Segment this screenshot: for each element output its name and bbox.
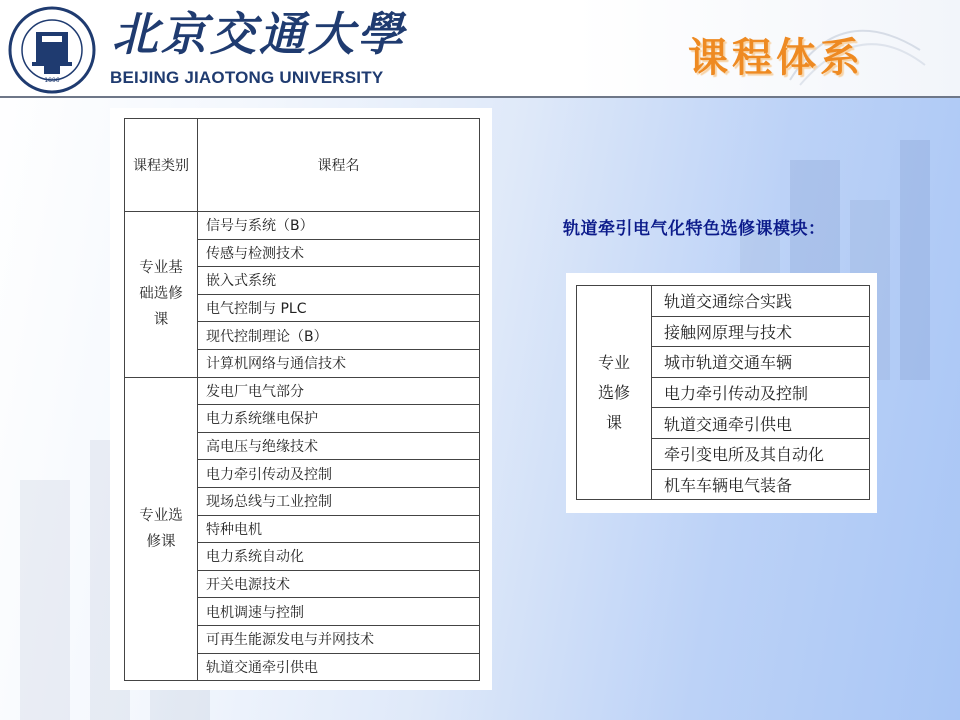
svg-text:1896: 1896 [44,77,60,84]
course-cell: 机车车辆电气装备 [652,469,870,500]
course-cell: 电力系统继电保护 [198,405,480,433]
course-cell: 接触网原理与技术 [652,316,870,347]
slide-header [0,0,960,96]
category-cell: 专业基 础选修 课 [125,212,198,378]
course-cell: 电力牵引传动及控制 [198,460,480,488]
course-cell: 特种电机 [198,515,480,543]
course-system-table [124,118,480,681]
course-cell: 嵌入式系统 [198,267,480,295]
header-divider [0,96,960,98]
category-cell: 专业选 修课 [125,377,198,681]
university-logo-english: BEIJING JIAOTONG UNIVERSITY [110,68,384,87]
module-course-table [576,285,870,500]
course-cell: 电力系统自动化 [198,543,480,571]
category-cell: 专业 选修 课 [577,286,652,500]
university-seal-icon [8,6,96,94]
course-cell: 城市轨道交通车辆 [652,347,870,378]
course-cell: 轨道交通牵引供电 [198,653,480,681]
header-course: 课程名 [198,119,480,212]
course-cell: 开关电源技术 [198,570,480,598]
course-cell: 牵引变电所及其自动化 [652,438,870,469]
course-cell: 电机调速与控制 [198,598,480,626]
module-title: 轨道牵引电气化特色选修课模块： [563,219,826,239]
course-cell: 高电压与绝缘技术 [198,432,480,460]
course-cell: 传感与检测技术 [198,239,480,267]
course-cell: 发电厂电气部分 [198,377,480,405]
course-cell: 电气控制与 PLC [198,294,480,322]
header-category: 课程类别 [125,119,198,212]
course-cell: 现代控制理论（B） [198,322,480,350]
course-cell: 计算机网络与通信技术 [198,349,480,377]
course-cell: 轨道交通牵引供电 [652,408,870,439]
course-cell: 轨道交通综合实践 [652,286,870,317]
course-cell: 现场总线与工业控制 [198,487,480,515]
slide-title: 课程体系 [688,34,864,81]
university-logo-chinese: 北京交通大學 [112,7,406,61]
module-table-panel [566,273,877,513]
course-cell: 信号与系统（B） [198,212,480,240]
course-cell: 可再生能源发电与并网技术 [198,625,480,653]
course-cell: 电力牵引传动及控制 [652,377,870,408]
course-table-panel [110,108,492,690]
